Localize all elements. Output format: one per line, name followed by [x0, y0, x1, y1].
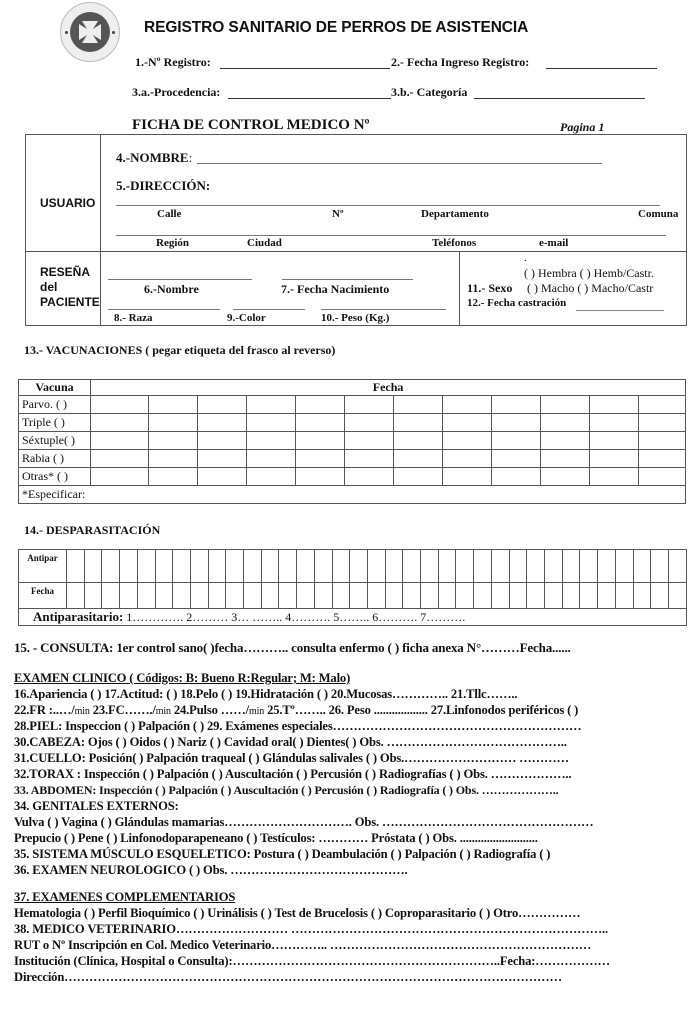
deworm-cell[interactable] — [367, 550, 385, 583]
fecha-cell[interactable] — [443, 450, 492, 468]
nombre-paciente-label: 6.-Nombre — [144, 282, 199, 296]
deworm-cell[interactable] — [456, 550, 474, 583]
calle-label: Calle — [157, 208, 182, 220]
ficha-title: FICHA DE CONTROL MEDICO Nº — [132, 117, 370, 133]
fecha-cell[interactable] — [149, 396, 198, 414]
fecha-cell[interactable] — [345, 396, 394, 414]
deworm-cell[interactable] — [208, 583, 226, 609]
fecha-cell[interactable] — [296, 450, 345, 468]
fecha-cell[interactable] — [639, 468, 686, 486]
exam-line-36: 36. EXAMEN NEUROLOGICO ( ) Obs. ……………………………………. — [14, 863, 408, 877]
deworm-cell[interactable] — [385, 550, 403, 583]
fecha-cell[interactable] — [247, 450, 296, 468]
fecha-cell[interactable] — [443, 468, 492, 486]
deworm-cell[interactable] — [491, 583, 509, 609]
fecha-cell[interactable] — [345, 468, 394, 486]
deworm-cell[interactable] — [509, 550, 527, 583]
fecha-cell[interactable] — [296, 468, 345, 486]
stray-dot: . — [524, 252, 527, 264]
vacuna-row-parvo — [19, 396, 686, 414]
fecha-cell[interactable] — [247, 396, 296, 414]
deworm-cell[interactable] — [438, 583, 456, 609]
fecha-castracion-label: 12.- Fecha castración — [467, 297, 567, 309]
direccion-line-2-field[interactable] — [116, 235, 666, 236]
telefonos-label: Teléfonos — [432, 237, 477, 249]
deworm-cell[interactable] — [261, 583, 279, 609]
registro-number-field[interactable] — [220, 68, 390, 69]
deworm-cell[interactable] — [367, 583, 385, 609]
deworm-cell[interactable] — [598, 550, 616, 583]
vacuna-row-sextuple — [19, 432, 686, 450]
exam-line-30: 30.CABEZA: Ojos ( ) Oidos ( ) Nariz ( ) Cavidad oral( ) Dientes( ) Obs. …………………………………….. — [14, 735, 567, 749]
deworm-cell[interactable] — [421, 583, 439, 609]
antiparasitario-footer-row — [19, 609, 687, 626]
color-field[interactable] — [233, 309, 305, 310]
fecha-cell[interactable] — [198, 396, 247, 414]
fecha-cell[interactable] — [541, 396, 590, 414]
deworm-cell[interactable] — [527, 583, 545, 609]
deworm-cell[interactable] — [651, 583, 669, 609]
vacuna-label[interactable]: Otras* ( ) — [19, 468, 91, 486]
exam-line-31: 31.CUELLO: Posición( ) Palpación traqueal ( ) Glándulas salivales ( ) Obs.……………………… ………… — [14, 751, 569, 765]
deworm-cell[interactable] — [226, 583, 244, 609]
deworm-cell[interactable] — [279, 583, 297, 609]
exam-line-22-27: 22.FR :..…/min 23.FC……./min 24.Pulso ……/min 25.Tº…….. 26. Peso .................. 27.Linfonodos periféricos ( ) — [14, 703, 579, 717]
fecha-cell[interactable] — [91, 468, 149, 486]
color-label: 9.-Color — [227, 312, 266, 324]
fecha-castracion-field[interactable] — [576, 310, 664, 311]
fecha-cell[interactable] — [492, 450, 541, 468]
direccion-medico-line: Dirección………………………………………………………………………………………………………… — [14, 970, 562, 984]
deworm-cell[interactable] — [173, 550, 191, 583]
deworm-cell[interactable] — [102, 583, 120, 609]
fecha-cell[interactable] — [149, 468, 198, 486]
deworm-cell[interactable] — [332, 583, 350, 609]
exam-line-35: 35. SISTEMA MÚSCULO ESQUELETICO: Postura ( ) Deambulación ( ) Palpación ( ) Radiografía ( ) — [14, 847, 551, 861]
deworm-cell[interactable] — [615, 550, 633, 583]
deworm-cell[interactable] — [314, 550, 332, 583]
examen-clinico-heading: EXAMEN CLINICO ( Códigos: B: Bueno R:Regular; M: Malo) — [14, 671, 351, 685]
fecha-cell[interactable] — [345, 450, 394, 468]
fecha-cell[interactable] — [149, 414, 198, 432]
fecha-cell[interactable] — [590, 432, 639, 450]
fecha-cell[interactable] — [296, 414, 345, 432]
deworm-cell[interactable] — [438, 550, 456, 583]
fecha-cell[interactable] — [91, 450, 149, 468]
fecha-cell[interactable] — [492, 414, 541, 432]
deworm-cell[interactable] — [544, 583, 562, 609]
complementarios-line: Hematologia ( ) Perfil Bioquímico ( ) Urinálisis ( ) Test de Brucelosis ( ) Coproparasitario ( ) Otro…………… — [14, 906, 581, 920]
fecha-cell[interactable] — [198, 468, 247, 486]
direccion-label: 5.-DIRECCIÓN: — [116, 178, 211, 193]
paciente-divider-vertical — [459, 251, 460, 326]
fecha-cell[interactable] — [345, 414, 394, 432]
fecha-cell[interactable] — [492, 468, 541, 486]
deworm-cell[interactable] — [67, 583, 85, 609]
nombre-usuario-field[interactable] — [197, 163, 602, 164]
vacuna-label[interactable]: Rabia ( ) — [19, 450, 91, 468]
exam-line-28-29: 28.PIEL: Inspeccion ( ) Palpación ( ) 29. Exámenes especiales…………………………………………………… — [14, 719, 582, 733]
deworm-cell[interactable] — [598, 583, 616, 609]
fecha-cell[interactable] — [149, 450, 198, 468]
fecha-cell[interactable] — [198, 432, 247, 450]
deworm-cell[interactable] — [261, 550, 279, 583]
sexo-options-macho[interactable]: ( ) Macho ( ) Macho/Castr — [527, 281, 654, 295]
deworm-cell[interactable] — [509, 583, 527, 609]
deworm-cell[interactable] — [137, 583, 155, 609]
peso-label: 10.- Peso (Kg.) — [321, 312, 390, 324]
vacuna-label[interactable]: Triple ( ) — [19, 414, 91, 432]
procedencia-label: 3.a.-Procedencia: — [132, 85, 221, 99]
fecha-cell[interactable] — [639, 450, 686, 468]
deworm-cell[interactable] — [651, 550, 669, 583]
fecha-cell[interactable] — [590, 396, 639, 414]
deworm-cell[interactable] — [120, 550, 138, 583]
sexo-label: 11.- Sexo — [467, 281, 513, 295]
deworm-cell[interactable] — [297, 550, 315, 583]
raza-field[interactable] — [108, 309, 220, 310]
deworm-cell[interactable] — [403, 583, 421, 609]
fecha-cell[interactable] — [394, 468, 443, 486]
vacunaciones-heading: 13.- VACUNACIONES ( pegar etiqueta del frasco al reverso) — [24, 343, 336, 357]
complementarios-heading: 37. EXAMENES COMPLEMENTARIOS — [14, 890, 236, 904]
vacunaciones-table — [18, 379, 686, 504]
deworm-cell[interactable] — [155, 550, 173, 583]
deworm-cell[interactable] — [350, 583, 368, 609]
deworm-cell[interactable] — [226, 550, 244, 583]
categoria-field[interactable] — [474, 98, 645, 99]
vacuna-label[interactable]: Parvo. ( ) — [19, 396, 91, 414]
deworm-cell[interactable] — [403, 550, 421, 583]
fecha-nacimiento-label: 7.- Fecha Nacimiento — [281, 282, 390, 296]
desparasitacion-table — [18, 549, 687, 626]
fecha-cell[interactable] — [443, 432, 492, 450]
deworm-cell[interactable] — [491, 550, 509, 583]
fecha-cell[interactable] — [91, 396, 149, 414]
fecha-cell[interactable] — [149, 432, 198, 450]
procedencia-field[interactable] — [228, 98, 391, 99]
deworm-cell[interactable] — [67, 550, 85, 583]
email-label: e-mail — [539, 237, 569, 249]
logo-dot-left — [65, 31, 68, 34]
deworm-cell[interactable] — [668, 550, 686, 583]
deworm-cell[interactable] — [332, 550, 350, 583]
ciudad-label: Ciudad — [247, 237, 282, 249]
deworm-cell[interactable] — [615, 583, 633, 609]
vacuna-column-header: Vacuna — [19, 380, 91, 396]
deworm-cell[interactable] — [155, 583, 173, 609]
deworm-cell[interactable] — [244, 583, 262, 609]
deworm-cell[interactable] — [190, 583, 208, 609]
raza-label: 8.- Raza — [114, 312, 153, 324]
institucion-line: Institución (Clínica, Hospital o Consulta):………………………………………………………..Fecha:……………… — [14, 954, 610, 968]
fecha-cell[interactable] — [590, 468, 639, 486]
direccion-line-1-field[interactable] — [116, 205, 660, 206]
fecha-cell[interactable] — [198, 450, 247, 468]
deworm-cell[interactable] — [350, 550, 368, 583]
fecha-cell[interactable] — [443, 396, 492, 414]
fecha-cell[interactable] — [541, 468, 590, 486]
deworm-cell[interactable] — [580, 550, 598, 583]
fecha-nacimiento-field[interactable] — [282, 279, 413, 280]
fecha-cell[interactable] — [541, 432, 590, 450]
fecha-cell[interactable] — [247, 414, 296, 432]
fecha-cell[interactable] — [590, 450, 639, 468]
deworm-cell[interactable] — [544, 550, 562, 583]
fecha-cell[interactable] — [345, 432, 394, 450]
fecha-cell[interactable] — [590, 414, 639, 432]
fecha-ingreso-label: 2.- Fecha Ingreso Registro: — [391, 55, 530, 69]
nombre-paciente-field[interactable] — [108, 279, 252, 280]
fecha-ingreso-field[interactable] — [546, 68, 657, 69]
comuna-label: Comuna — [638, 208, 679, 220]
deworm-cell[interactable] — [456, 583, 474, 609]
exam-line-34a: Vulva ( ) Vagina ( ) Glándulas mamarias…………………………. Obs. …………………………………………… — [14, 815, 594, 829]
vacuna-row-otras — [19, 468, 686, 486]
vacuna-row-triple — [19, 414, 686, 432]
fecha-cell[interactable] — [247, 468, 296, 486]
fecha-cell[interactable] — [541, 414, 590, 432]
exam-line-32: 32.TORAX : Inspección ( ) Palpación ( ) Auscultación ( ) Percusión ( ) Radiografías ( ) Obs. ……………….. — [14, 767, 572, 781]
exam-line-16-21: 16.Apariencia ( ) 17.Actitud: ( ) 18.Pelo ( ) 19.Hidratación ( ) 20.Mucosas………….. 21.Tllc…….. — [14, 687, 518, 701]
exam-line-34: 34. GENITALES EXTERNOS: — [14, 799, 179, 813]
fecha-cell[interactable] — [639, 432, 686, 450]
deworm-cell[interactable] — [137, 550, 155, 583]
fecha-column-header: Fecha — [91, 380, 686, 396]
fecha-cell[interactable] — [639, 396, 686, 414]
exam-line-34b: Prepucio ( ) Pene ( ) Linfonodoparapeneano ( ) Testículos: ………… Próstata ( ) Obs. .......................... — [14, 831, 538, 845]
nombre-usuario-label: 4.-NOMBRE: — [116, 150, 193, 165]
vacuna-label[interactable]: Séxtuple( ) — [19, 432, 91, 450]
fecha-cell[interactable] — [639, 414, 686, 432]
categoria-label: 3.b.- Categoría — [391, 85, 468, 99]
antiparasitario-footer[interactable]: Antiparasitario: 1…………. 2……… 3… …….. 4………. 5…….. 6………. 7………. — [19, 609, 687, 626]
deworm-cell[interactable] — [190, 550, 208, 583]
fecha-cell[interactable] — [541, 450, 590, 468]
fecha-row — [19, 583, 687, 609]
exam-line-33: 33. ABDOMEN: Inspección ( ) Palpación ( ) Auscultación ( ) Percusión ( ) Radiografía ( ) Obs. ……………….. — [14, 783, 559, 797]
deworm-cell[interactable] — [84, 550, 102, 583]
deworm-cell[interactable] — [84, 583, 102, 609]
fecha-cell[interactable] — [296, 432, 345, 450]
registro-number-label: 1.-Nº Registro: — [135, 55, 211, 69]
form-title: REGISTRO SANITARIO DE PERROS DE ASISTENCIA — [144, 19, 529, 36]
medico-veterinario-line: 38. MEDICO VETERINARIO……………………… ………………………………………………………………….. — [14, 922, 609, 936]
deworm-cell[interactable] — [633, 550, 651, 583]
usuario-section-label: USUARIO — [40, 196, 96, 210]
antipar-row — [19, 550, 687, 583]
rut-line: RUT o Nº Inscripción en Col. Medico Veterinario………….. ……………………………………………………… — [14, 938, 592, 952]
fecha-cell[interactable] — [296, 396, 345, 414]
deworm-cell[interactable] — [421, 550, 439, 583]
numero-label: Nº — [332, 208, 344, 220]
fecha-cell[interactable] — [443, 414, 492, 432]
deworm-cell[interactable] — [562, 550, 580, 583]
vacuna-row-rabia — [19, 450, 686, 468]
peso-field[interactable] — [321, 309, 446, 310]
deworm-cell[interactable] — [120, 583, 138, 609]
fecha-cell[interactable] — [247, 432, 296, 450]
deworm-cell[interactable] — [668, 583, 686, 609]
fecha-cell[interactable] — [394, 432, 443, 450]
fecha-cell[interactable] — [492, 396, 541, 414]
logo-seal-icon — [60, 2, 120, 62]
deworm-cell[interactable] — [474, 583, 492, 609]
region-label: Región — [156, 237, 189, 249]
page-number: Pagina 1 — [560, 120, 605, 134]
paciente-section-label: RESEÑA del PACIENTE — [40, 265, 100, 309]
fecha-cell[interactable] — [492, 432, 541, 450]
vacunaciones-header-row — [19, 380, 686, 396]
antipar-label: Antipar — [19, 550, 67, 583]
fecha-cell[interactable] — [394, 396, 443, 414]
deworm-cell[interactable] — [527, 550, 545, 583]
deworm-cell[interactable] — [279, 550, 297, 583]
fecha-cell[interactable] — [394, 450, 443, 468]
deworm-cell[interactable] — [633, 583, 651, 609]
deworm-cell[interactable] — [208, 550, 226, 583]
especificar-field[interactable]: *Especificar: — [19, 486, 686, 504]
consulta-line: 15. - CONSULTA: 1er control sano( )fecha……….. consulta enfermo ( ) ficha anexa N°………Fecha...... — [14, 640, 571, 655]
desparasitacion-heading: 14.- DESPARASITACIÓN — [24, 523, 161, 537]
deworm-cell[interactable] — [314, 583, 332, 609]
deworm-cell[interactable] — [244, 550, 262, 583]
fecha-cell[interactable] — [394, 414, 443, 432]
deworm-cell[interactable] — [474, 550, 492, 583]
deworm-cell[interactable] — [385, 583, 403, 609]
fecha-cell[interactable] — [91, 414, 149, 432]
fecha-cell[interactable] — [91, 432, 149, 450]
especificar-row — [19, 486, 686, 504]
departamento-label: Departamento — [421, 208, 489, 220]
deworm-cell[interactable] — [580, 583, 598, 609]
deworm-cell[interactable] — [562, 583, 580, 609]
datos-divider-horizontal — [25, 251, 687, 252]
deworm-cell[interactable] — [297, 583, 315, 609]
fecha-label: Fecha — [19, 583, 67, 609]
maltese-cross-icon — [70, 12, 110, 52]
logo-dot-right — [112, 31, 115, 34]
fecha-cell[interactable] — [198, 414, 247, 432]
sexo-options-hembra[interactable]: ( ) Hembra ( ) Hemb/Castr. — [524, 266, 654, 280]
deworm-cell[interactable] — [102, 550, 120, 583]
datos-divider-vertical — [100, 134, 101, 326]
deworm-cell[interactable] — [173, 583, 191, 609]
